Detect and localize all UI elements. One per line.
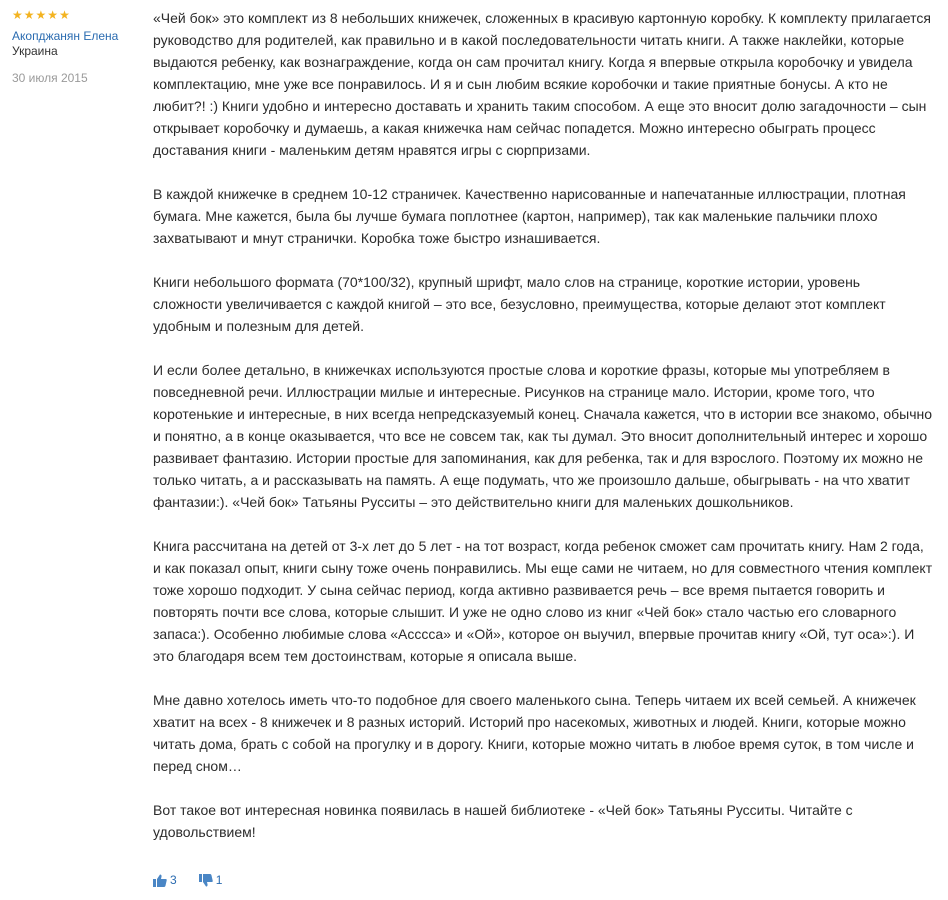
author-name-link[interactable]: Акопджанян Елена [12,29,119,43]
thumbs-down-icon [199,874,213,887]
review-paragraph: Вот такое вот интересная новинка появилась в нашей библиотеке - «Чей бок» Татьяны Русситы. Читайте с удовольствием! [153,802,853,840]
review-paragraph: Книга рассчитана на детей от 3-х лет до 5 лет - на тот возраст, когда ребенок сможет сам прочитать книгу. Нам 2 года, и как показал опыт, книги сыну тоже очень понравились. Мы еще сами не читаем, но для совместного чтения комплект тоже хорошо подходит. У сына сейчас период, когда активно развивается речь – все время пытается говорить и повторять почти все слова, которые слышит. И уже не одно слово из книг «Чей бок» стало частью его словарного запаса:). Особенно любимые слова «Асссса» и «Ой», которое он выучил, впервые прочитав книгу «Ой, тут оса»:). И это благодаря всем тем достоинствам, которые я описала выше. [153,538,933,664]
rating-stars [12,9,142,23]
author-country: Украина [12,44,58,58]
star-icon: ★ [12,8,23,22]
review-text [153,7,933,843]
star-icon: ★ [59,8,70,22]
review-paragraph: «Чей бок» это комплект из 8 небольших книжечек, сложенных в красивую картонную коробку. К комплекту прилагается руководство для родителей, как правильно и в какой последовательности читать книги. А также наклейки, которые выдаются ребенку, как вознаграждение, когда он сам прочитал книгу. Когда я впервые открыла коробочку и увидела комплектацию, мне уже все понравилось. И я и сын любим всякие коробочки и такие приятные бонусы. А кто не любит?! :) Книги удобно и интересно доставать и хранить таким способом. А еще это вносит долю загадочности – сын открывает коробочку и думаешь, а какая книжечка нам сейчас попадется. Можно интересно обыграть процесс доставания книги - маленьким детям нравятся игры с сюрпризами. [153,10,931,158]
review-author-block [12,9,142,86]
star-icon: ★ [47,8,59,22]
review-votes [153,873,222,887]
like-count: 3 [170,873,177,887]
thumbs-up-icon [153,874,167,887]
review-date: 30 июля 2015 [12,71,88,85]
review-paragraph: Мне давно хотелось иметь что-то подобное для своего маленького сына. Теперь читаем их всей семьей. А книжечек хватит на всех - 8 книжечек и 8 разных историй. Историй про насекомых, животных и людей. Книги, которые можно читать дома, брать с собой на прогулку и в дорогу. Книги, которые можно читать в любое время суток, в том числе и перед сном… [153,692,916,774]
review-paragraph: В каждой книжечке в среднем 10-12 страничек. Качественно нарисованные и напечатанные иллюстрации, плотная бумага. Мне кажется, была бы лучше бумага поплотнее (картон, например), так как маленькие пальчики плохо захватывают и мнут странички. Коробка тоже быстро изнашивается. [153,186,906,246]
dislike-button[interactable] [199,873,223,887]
star-icon: ★ [23,8,35,22]
star-icon: ★ [35,8,47,22]
review-paragraph: Книги небольшого формата (70*100/32), крупный шрифт, мало слов на странице, короткие истории, уровень сложности увеличивается с каждой книгой – это все, безусловно, преимущества, которые делают этот комплект удобным и полезным для детей. [153,274,886,334]
like-button[interactable] [153,873,177,887]
review-paragraph: И если более детально, в книжечках используются простые слова и короткие фразы, которые мы употребляем в повседневной речи. Иллюстрации милые и интересные. Рисунков на странице мало. Истории, кроме того, что коротенькие и интересные, в них всегда непредсказуемый конец. Сначала кажется, что в истории все знакомо, обычно и понятно, а в конце оказывается, что все не совсем так, как ты думал. Это вносит дополнительный интерес и хорошо развивает фантазию. Истории простые для запоминания, как для ребенка, так и для взрослого. Поэтому их можно не только читать, а и рассказывать на память. А еще подумать, что же произошло дальше, обыгрывать - на что хватит фантазии:). «Чей бок» Татьяны Русситы – это действительно книги для маленьких дошкольников. [153,362,933,510]
dislike-count: 1 [215,873,223,887]
